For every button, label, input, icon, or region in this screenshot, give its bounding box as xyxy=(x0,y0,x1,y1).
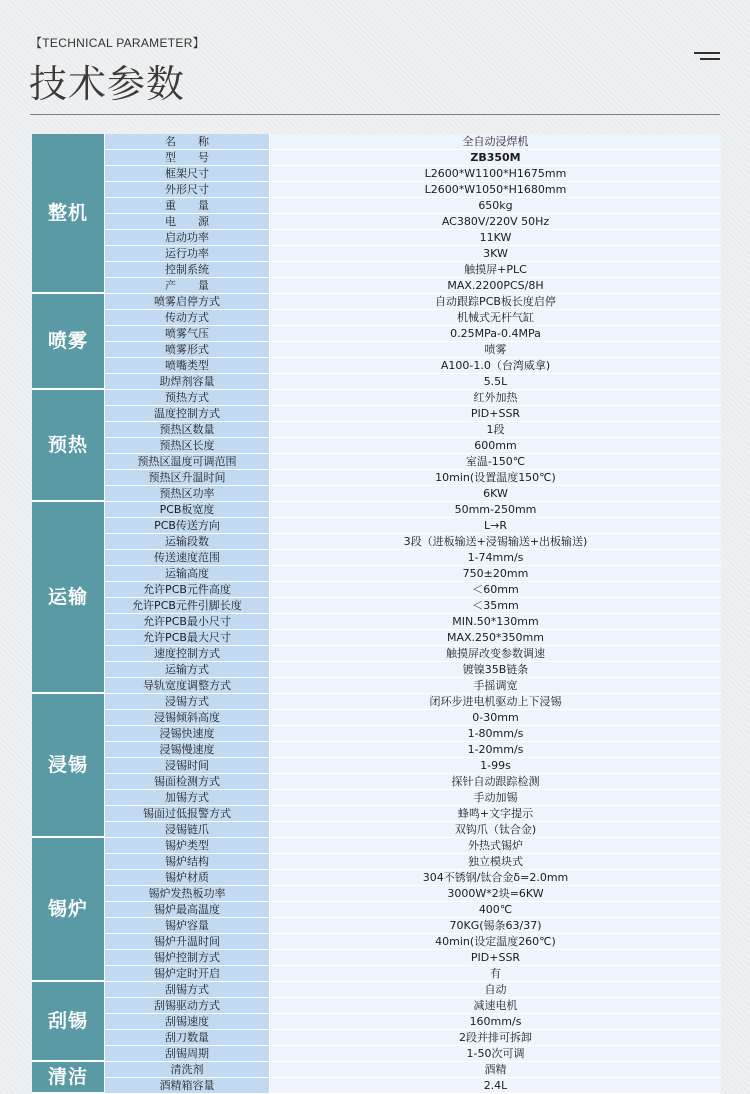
table-row xyxy=(32,1078,721,1094)
category-cell: 浸锡 xyxy=(32,694,105,838)
table-row xyxy=(32,326,721,342)
table-row xyxy=(32,486,721,502)
table-row xyxy=(32,246,721,262)
parameter-value: 1段 xyxy=(270,422,721,438)
parameter-value: 2.4L xyxy=(270,1078,721,1094)
table-row xyxy=(32,358,721,374)
parameter-value: 10min(设置温度150℃) xyxy=(270,470,721,486)
category-cell: 喷雾 xyxy=(32,294,105,390)
parameter-value: 1-20mm/s xyxy=(270,742,721,758)
parameter-name: 浸锡快速度 xyxy=(105,726,270,742)
table-row xyxy=(32,966,721,982)
table-row xyxy=(32,694,721,710)
parameter-value: 独立模块式 xyxy=(270,854,721,870)
parameter-value: 双钩爪（钛合金) xyxy=(270,822,721,838)
parameter-value: 0.25MPa-0.4MPa xyxy=(270,326,721,342)
parameter-name: 刮锡驱动方式 xyxy=(105,998,270,1014)
parameter-name: 酒精箱容量 xyxy=(105,1078,270,1094)
table-row xyxy=(32,182,721,198)
parameter-value: 11KW xyxy=(270,230,721,246)
parameter-name: PCB板宽度 xyxy=(105,502,270,518)
parameter-value: 2段并排可拆卸 xyxy=(270,1030,721,1046)
parameter-name: 导轨宽度调整方式 xyxy=(105,678,270,694)
table-row xyxy=(32,870,721,886)
parameter-name: 温度控制方式 xyxy=(105,406,270,422)
table-row xyxy=(32,726,721,742)
table-row xyxy=(32,822,721,838)
table-row xyxy=(32,934,721,950)
table-row xyxy=(32,678,721,694)
parameter-value: 750±20mm xyxy=(270,566,721,582)
parameter-name: 浸锡链爪 xyxy=(105,822,270,838)
table-row xyxy=(32,1046,721,1062)
parameter-name: 启动功率 xyxy=(105,230,270,246)
category-cell: 整机 xyxy=(32,134,105,294)
table-row xyxy=(32,1062,721,1078)
parameter-name: 刮刀数量 xyxy=(105,1030,270,1046)
parameter-value: MIN.50*130mm xyxy=(270,614,721,630)
table-row xyxy=(32,646,721,662)
parameter-value: 机械式无杆气缸 xyxy=(270,310,721,326)
parameter-name: 锡面过低报警方式 xyxy=(105,806,270,822)
category-cell: 刮锡 xyxy=(32,982,105,1062)
parameter-name: 速度控制方式 xyxy=(105,646,270,662)
parameter-value: 室温-150℃ xyxy=(270,454,721,470)
table-row xyxy=(32,854,721,870)
parameter-name: 锡炉发热板功率 xyxy=(105,886,270,902)
table-row xyxy=(32,806,721,822)
parameter-value: 1-99s xyxy=(270,758,721,774)
parameter-value: 闭环步进电机驱动上下浸锡 xyxy=(270,694,721,710)
table-row xyxy=(32,614,721,630)
parameter-name: 喷雾启停方式 xyxy=(105,294,270,310)
table-row xyxy=(32,550,721,566)
table-row xyxy=(32,518,721,534)
parameter-value: 304不锈钢/钛合金δ=2.0mm xyxy=(270,870,721,886)
table-row xyxy=(32,454,721,470)
parameter-name: 加锡方式 xyxy=(105,790,270,806)
parameter-name: 型 号 xyxy=(105,150,270,166)
parameter-value: 外热式锡炉 xyxy=(270,838,721,854)
parameter-value: 自动 xyxy=(270,982,721,998)
menu-icon-bar-bottom xyxy=(700,58,720,60)
table-row xyxy=(32,134,721,150)
table-row xyxy=(32,422,721,438)
table-row xyxy=(32,710,721,726)
parameter-value: 蜂鸣+文字提示 xyxy=(270,806,721,822)
table-row xyxy=(32,902,721,918)
parameter-value: 喷雾 xyxy=(270,342,721,358)
table-row xyxy=(32,1014,721,1030)
table-row xyxy=(32,662,721,678)
table-row xyxy=(32,278,721,294)
parameter-name: 传送速度范围 xyxy=(105,550,270,566)
parameter-name: 运行功率 xyxy=(105,246,270,262)
table-row xyxy=(32,1030,721,1046)
table-row xyxy=(32,630,721,646)
table-row xyxy=(32,950,721,966)
parameter-value: 1-50次可调 xyxy=(270,1046,721,1062)
parameter-name: 锡炉定时开启 xyxy=(105,966,270,982)
parameter-value: 手摇调宽 xyxy=(270,678,721,694)
table-row xyxy=(32,342,721,358)
parameter-name: 锡炉材质 xyxy=(105,870,270,886)
category-cell: 清洁 xyxy=(32,1062,105,1094)
table-row xyxy=(32,598,721,614)
table-row xyxy=(32,566,721,582)
parameter-name: 重 量 xyxy=(105,198,270,214)
parameter-name: 名 称 xyxy=(105,134,270,150)
parameter-value: MAX.250*350mm xyxy=(270,630,721,646)
parameter-value: 酒精 xyxy=(270,1062,721,1078)
parameter-name: 预热区长度 xyxy=(105,438,270,454)
category-cell: 运输 xyxy=(32,502,105,694)
category-cell: 预热 xyxy=(32,390,105,502)
header-divider xyxy=(30,114,720,115)
parameter-value: 1-74mm/s xyxy=(270,550,721,566)
table-row xyxy=(32,886,721,902)
parameter-name: 运输段数 xyxy=(105,534,270,550)
parameter-value: L2600*W1050*H1680mm xyxy=(270,182,721,198)
parameter-value: 40min(设定温度260℃) xyxy=(270,934,721,950)
parameter-value: 6KW xyxy=(270,486,721,502)
menu-icon-bar-top xyxy=(694,52,720,54)
parameter-name: 助焊剂容量 xyxy=(105,374,270,390)
parameter-name: 预热区数量 xyxy=(105,422,270,438)
parameter-name: 预热区升温时间 xyxy=(105,470,270,486)
parameter-name: 锡炉升温时间 xyxy=(105,934,270,950)
parameter-value: 50mm-250mm xyxy=(270,502,721,518)
parameter-name: 控制系统 xyxy=(105,262,270,278)
parameter-value: 3KW xyxy=(270,246,721,262)
parameter-value: 镀镍35B链条 xyxy=(270,662,721,678)
parameter-name: 允许PCB元件高度 xyxy=(105,582,270,598)
parameter-value: 650kg xyxy=(270,198,721,214)
parameter-value: 70KG(锡条63/37) xyxy=(270,918,721,934)
parameter-table xyxy=(32,134,721,1094)
parameter-name: 清洗剂 xyxy=(105,1062,270,1078)
parameter-name: 允许PCB元件引脚长度 xyxy=(105,598,270,614)
parameter-name: 锡炉结构 xyxy=(105,854,270,870)
table-row xyxy=(32,438,721,454)
parameter-value: ZB350M xyxy=(270,150,721,166)
parameter-value: ＜35mm xyxy=(270,598,721,614)
parameter-name: 电 源 xyxy=(105,214,270,230)
table-row xyxy=(32,742,721,758)
table-row xyxy=(32,406,721,422)
parameter-value: PID+SSR xyxy=(270,406,721,422)
table-row xyxy=(32,774,721,790)
table-row xyxy=(32,150,721,166)
table-row xyxy=(32,310,721,326)
parameter-name: 预热方式 xyxy=(105,390,270,406)
parameter-value: MAX.2200PCS/8H xyxy=(270,278,721,294)
parameter-value: 0-30mm xyxy=(270,710,721,726)
parameter-name: 喷嘴类型 xyxy=(105,358,270,374)
parameter-name: 运输方式 xyxy=(105,662,270,678)
parameter-value: 160mm/s xyxy=(270,1014,721,1030)
parameter-name: 浸锡倾斜高度 xyxy=(105,710,270,726)
parameter-value: PID+SSR xyxy=(270,950,721,966)
parameter-value: 红外加热 xyxy=(270,390,721,406)
parameter-name: 锡炉最高温度 xyxy=(105,902,270,918)
parameter-value: AC380V/220V 50Hz xyxy=(270,214,721,230)
parameter-name: 外形尺寸 xyxy=(105,182,270,198)
parameter-value: L2600*W1100*H1675mm xyxy=(270,166,721,182)
table-row xyxy=(32,390,721,406)
parameter-value: 全自动浸焊机 xyxy=(270,134,721,150)
parameter-value: A100-1.0（台湾威拿) xyxy=(270,358,721,374)
parameter-value: 有 xyxy=(270,966,721,982)
page-header xyxy=(0,0,750,120)
parameter-name: 允许PCB最小尺寸 xyxy=(105,614,270,630)
parameter-value: 600mm xyxy=(270,438,721,454)
parameter-value: 减速电机 xyxy=(270,998,721,1014)
table-row xyxy=(32,838,721,854)
page-title: 技术参数 xyxy=(29,62,186,106)
parameter-name: 刮锡周期 xyxy=(105,1046,270,1062)
parameter-name: 锡面检测方式 xyxy=(105,774,270,790)
parameter-value: 触摸屏+PLC xyxy=(270,262,721,278)
parameter-value: 3000W*2块=6KW xyxy=(270,886,721,902)
parameter-value: 1-80mm/s xyxy=(270,726,721,742)
table-row xyxy=(32,374,721,390)
parameter-name: 刮锡速度 xyxy=(105,1014,270,1030)
table-row xyxy=(32,230,721,246)
parameter-name: 锡炉控制方式 xyxy=(105,950,270,966)
parameter-name: 刮锡方式 xyxy=(105,982,270,998)
parameter-name: 产 量 xyxy=(105,278,270,294)
parameter-value: ＜60mm xyxy=(270,582,721,598)
table-row xyxy=(32,166,721,182)
parameter-value: 自动跟踪PCB板长度启停 xyxy=(270,294,721,310)
parameter-table-wrapper xyxy=(32,134,721,1094)
parameter-name: 允许PCB最大尺寸 xyxy=(105,630,270,646)
parameter-name: 运输高度 xyxy=(105,566,270,582)
parameter-value: L→R xyxy=(270,518,721,534)
parameter-name: 浸锡时间 xyxy=(105,758,270,774)
table-row xyxy=(32,262,721,278)
parameter-name: 喷雾形式 xyxy=(105,342,270,358)
parameter-value: 触摸屏改变参数调速 xyxy=(270,646,721,662)
parameter-value: 手动加锡 xyxy=(270,790,721,806)
parameter-name: 浸锡慢速度 xyxy=(105,742,270,758)
parameter-name: 锡炉类型 xyxy=(105,838,270,854)
table-row xyxy=(32,758,721,774)
table-row xyxy=(32,470,721,486)
table-row xyxy=(32,998,721,1014)
parameter-value: 5.5L xyxy=(270,374,721,390)
table-row xyxy=(32,198,721,214)
parameter-value: 探针自动跟踪检测 xyxy=(270,774,721,790)
parameter-name: 锡炉容量 xyxy=(105,918,270,934)
parameter-name: PCB传送方向 xyxy=(105,518,270,534)
table-row xyxy=(32,534,721,550)
menu-icon[interactable] xyxy=(694,50,720,66)
table-row xyxy=(32,982,721,998)
table-row xyxy=(32,918,721,934)
table-row xyxy=(32,582,721,598)
parameter-name: 预热区温度可调范围 xyxy=(105,454,270,470)
table-row xyxy=(32,214,721,230)
parameter-name: 框架尺寸 xyxy=(105,166,270,182)
parameter-name: 浸锡方式 xyxy=(105,694,270,710)
table-row xyxy=(32,294,721,310)
parameter-value: 3段（进板输送+浸锡输送+出板输送) xyxy=(270,534,721,550)
parameter-value: 400℃ xyxy=(270,902,721,918)
parameter-name: 喷雾气压 xyxy=(105,326,270,342)
english-title: 【TECHNICAL PARAMETER】 xyxy=(30,36,205,50)
parameter-name: 传动方式 xyxy=(105,310,270,326)
parameter-table-body xyxy=(32,134,721,1094)
table-row xyxy=(32,790,721,806)
parameter-name: 预热区功率 xyxy=(105,486,270,502)
category-cell: 锡炉 xyxy=(32,838,105,982)
table-row xyxy=(32,502,721,518)
